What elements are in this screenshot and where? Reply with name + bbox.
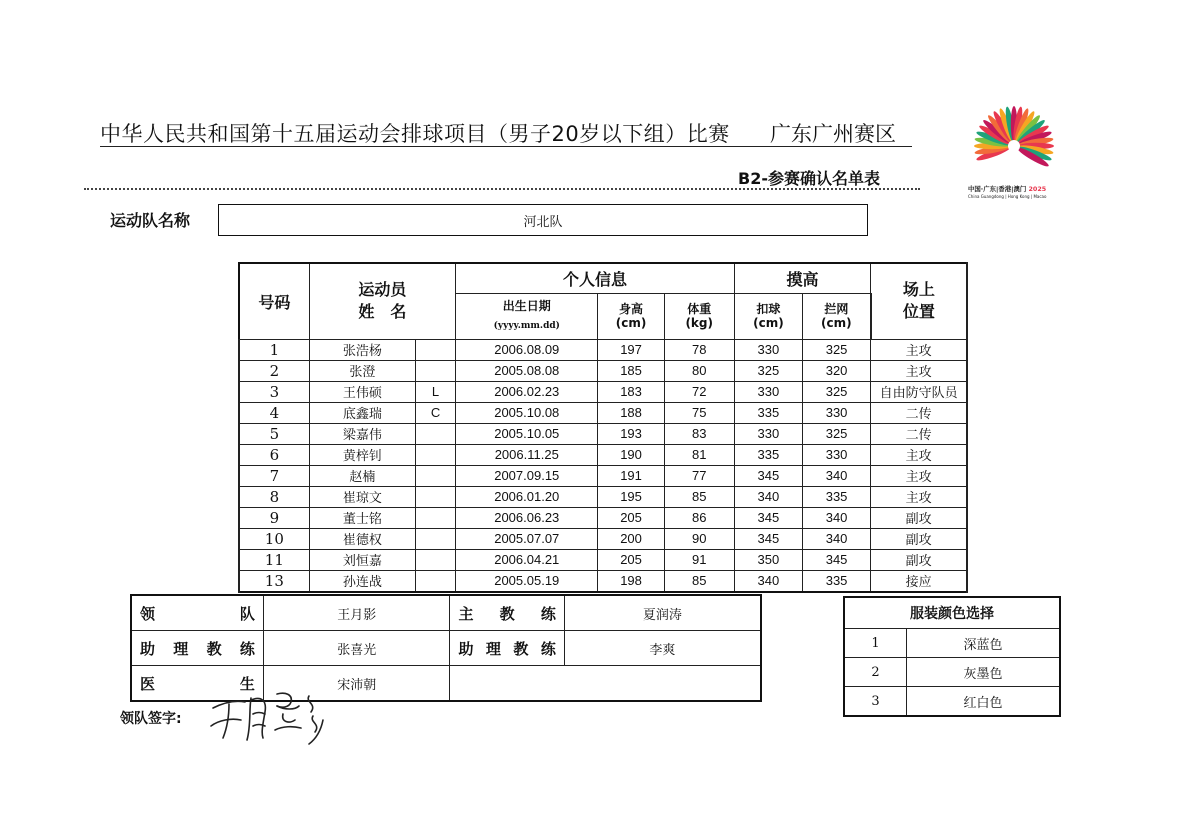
roster-row [239, 402, 967, 423]
header-personal-info: 个人信息 [456, 263, 735, 293]
header-position-line2: 位置 [902, 302, 935, 322]
roster-position: 自由防守队员 [871, 381, 967, 402]
roster-row [239, 486, 967, 507]
roster-birth-date: 2006.02.23 [456, 381, 598, 402]
roster-birth-date: 2006.01.20 [456, 486, 598, 507]
uniform-option-color: 灰墨色 [907, 658, 1060, 687]
uniform-color-row [844, 629, 1060, 658]
team-name-field: 河北队 [218, 204, 868, 236]
roster-name: 崔琼文 [309, 486, 415, 507]
header-block [802, 293, 870, 339]
roster-number: 7 [239, 465, 309, 486]
roster-weight: 78 [664, 339, 734, 360]
roster-spike-reach: 330 [734, 339, 802, 360]
roster-role-mark [415, 465, 455, 486]
roster-table [238, 262, 968, 593]
assistant-coach-name: 张喜光 [263, 631, 450, 666]
roster-height: 200 [598, 528, 664, 549]
roster-role-mark [415, 528, 455, 549]
roster-height: 195 [598, 486, 664, 507]
roster-spike-reach: 345 [734, 507, 802, 528]
document-title: 中华人民共和国第十五届运动会排球项目（男子20岁以下组）比赛 [100, 122, 730, 146]
roster-name: 黄梓钊 [309, 444, 415, 465]
roster-weight: 75 [664, 402, 734, 423]
roster-position: 副攻 [871, 549, 967, 570]
header-number: 号码 [239, 263, 309, 339]
roster-height: 188 [598, 402, 664, 423]
roster-birth-date: 2005.10.05 [456, 423, 598, 444]
roster-block-reach: 340 [802, 507, 870, 528]
roster-birth-date: 2005.07.07 [456, 528, 598, 549]
roster-block-reach: 320 [802, 360, 870, 381]
roster-number: 13 [239, 570, 309, 592]
roster-number: 3 [239, 381, 309, 402]
assistant-coach-2-name: 李爽 [564, 631, 761, 666]
roster-birth-date: 2006.06.23 [456, 507, 598, 528]
roster-row [239, 360, 967, 381]
roster-birth-date: 2006.11.25 [456, 444, 598, 465]
uniform-option-color: 红白色 [907, 687, 1060, 717]
doctor-label: 医 生 [131, 666, 263, 702]
uniform-color-row [844, 658, 1060, 687]
roster-name: 底鑫瑞 [309, 402, 415, 423]
roster-height: 198 [598, 570, 664, 592]
leader-name: 王月影 [263, 595, 450, 631]
form-code: B2-参赛确认名单表 [738, 169, 880, 188]
roster-spike-reach: 330 [734, 381, 802, 402]
roster-spike-reach: 345 [734, 528, 802, 549]
roster-row [239, 423, 967, 444]
region-title: 广东广州赛区 [770, 122, 896, 146]
roster-block-reach: 335 [802, 570, 870, 592]
header-spike [734, 293, 802, 339]
roster-number: 5 [239, 423, 309, 444]
header-weight-label: 体重 [687, 302, 712, 316]
roster-position: 主攻 [871, 486, 967, 507]
roster-weight: 77 [664, 465, 734, 486]
roster-height: 193 [598, 423, 664, 444]
header-weight-unit: (kg) [685, 316, 713, 330]
roster-name: 张澄 [309, 360, 415, 381]
roster-spike-reach: 335 [734, 444, 802, 465]
title-underline [100, 146, 912, 147]
roster-block-reach: 330 [802, 402, 870, 423]
roster-birth-date: 2006.04.21 [456, 549, 598, 570]
header-spike-label: 扣球 [756, 302, 781, 316]
header-height [598, 293, 664, 339]
roster-number: 8 [239, 486, 309, 507]
uniform-color-row [844, 687, 1060, 717]
header-athlete-name [309, 263, 455, 339]
roster-name: 孙连战 [309, 570, 415, 592]
svg-text:中国·广东|香港|澳门 2025: 中国·广东|香港|澳门 2025 [968, 185, 1047, 193]
header-height-unit: (cm) [615, 316, 647, 330]
roster-number: 9 [239, 507, 309, 528]
header-block-unit: (cm) [821, 316, 852, 330]
roster-spike-reach: 345 [734, 465, 802, 486]
roster-number: 2 [239, 360, 309, 381]
roster-name: 董士铭 [309, 507, 415, 528]
header-weight [664, 293, 734, 339]
roster-name: 刘恒嘉 [309, 549, 415, 570]
roster-height: 191 [598, 465, 664, 486]
roster-number: 6 [239, 444, 309, 465]
roster-position: 主攻 [871, 465, 967, 486]
roster-row [239, 528, 967, 549]
header-name: 姓 名 [358, 302, 407, 322]
roster-spike-reach: 330 [734, 423, 802, 444]
roster-position: 副攻 [871, 528, 967, 549]
roster-block-reach: 340 [802, 528, 870, 549]
roster-role-mark: C [415, 402, 455, 423]
team-name-label: 运动队名称 [110, 211, 191, 230]
roster-row [239, 444, 967, 465]
roster-block-reach: 325 [802, 381, 870, 402]
uniform-option-number: 1 [844, 629, 907, 658]
roster-weight: 90 [664, 528, 734, 549]
roster-role-mark [415, 444, 455, 465]
roster-row [239, 381, 967, 402]
head-coach-name: 夏润涛 [564, 595, 761, 631]
uniform-option-number: 2 [844, 658, 907, 687]
roster-position: 主攻 [871, 339, 967, 360]
roster-position: 接应 [871, 570, 967, 592]
leader-signature [205, 686, 335, 746]
roster-number: 10 [239, 528, 309, 549]
roster-height: 183 [598, 381, 664, 402]
roster-height: 197 [598, 339, 664, 360]
uniform-color-body [844, 629, 1060, 717]
leader-signature-label: 领队签字: [120, 711, 182, 727]
roster-block-reach: 340 [802, 465, 870, 486]
header-reach: 摸高 [734, 263, 870, 293]
roster-position: 二传 [871, 423, 967, 444]
roster-position: 副攻 [871, 507, 967, 528]
uniform-option-color: 深蓝色 [907, 629, 1060, 658]
roster-number: 1 [239, 339, 309, 360]
roster-role-mark: L [415, 381, 455, 402]
uniform-color-title: 服装颜色选择 [844, 597, 1060, 629]
roster-row [239, 339, 967, 360]
roster-position: 主攻 [871, 360, 967, 381]
roster-birth-date: 2006.08.09 [456, 339, 598, 360]
roster-birth-date: 2007.09.15 [456, 465, 598, 486]
header-spike-unit: (cm) [753, 316, 784, 330]
header-birth-label: 出生日期 [502, 299, 551, 313]
roster-position: 二传 [871, 402, 967, 423]
svg-text:China Guangdong | Hong Kong |: China Guangdong | Hong Kong | Macao [968, 194, 1047, 199]
leader-label: 领 队 [131, 595, 263, 631]
header-athlete: 运动员 [358, 280, 407, 300]
roster-name: 王伟硕 [309, 381, 415, 402]
roster-role-mark [415, 549, 455, 570]
roster-weight: 72 [664, 381, 734, 402]
roster-number: 4 [239, 402, 309, 423]
roster-block-reach: 335 [802, 486, 870, 507]
roster-spike-reach: 340 [734, 486, 802, 507]
roster-block-reach: 330 [802, 444, 870, 465]
roster-height: 185 [598, 360, 664, 381]
roster-weight: 91 [664, 549, 734, 570]
roster-row [239, 549, 967, 570]
header-block-label: 拦网 [824, 302, 849, 316]
roster-role-mark [415, 339, 455, 360]
roster-weight: 86 [664, 507, 734, 528]
assistant-coach-2-label: 助理教练 [450, 631, 564, 666]
header-position-line1: 场上 [902, 280, 935, 300]
header-height-label: 身高 [619, 302, 644, 316]
roster-weight: 80 [664, 360, 734, 381]
roster-height: 205 [598, 549, 664, 570]
header-birth-date [456, 293, 598, 339]
staff-empty-cell [450, 666, 761, 702]
roster-spike-reach: 325 [734, 360, 802, 381]
roster-name: 崔德权 [309, 528, 415, 549]
roster-spike-reach: 340 [734, 570, 802, 592]
games-logo [966, 104, 1062, 200]
header-position [871, 263, 967, 339]
roster-row [239, 465, 967, 486]
roster-birth-date: 2005.05.19 [456, 570, 598, 592]
roster-weight: 83 [664, 423, 734, 444]
roster-role-mark [415, 486, 455, 507]
roster-body [239, 339, 967, 592]
roster-block-reach: 325 [802, 423, 870, 444]
roster-weight: 81 [664, 444, 734, 465]
head-coach-label: 主 教 练 [450, 595, 564, 631]
roster-role-mark [415, 360, 455, 381]
roster-row [239, 507, 967, 528]
roster-birth-date: 2005.10.08 [456, 402, 598, 423]
uniform-option-number: 3 [844, 687, 907, 717]
roster-name: 梁嘉伟 [309, 423, 415, 444]
roster-spike-reach: 350 [734, 549, 802, 570]
roster-weight: 85 [664, 570, 734, 592]
roster-role-mark [415, 570, 455, 592]
roster-position: 主攻 [871, 444, 967, 465]
roster-name: 赵楠 [309, 465, 415, 486]
doctor-name: 宋沛朝 [263, 666, 450, 702]
roster-number: 11 [239, 549, 309, 570]
roster-name: 张浩杨 [309, 339, 415, 360]
roster-role-mark [415, 423, 455, 444]
header-birth-format: (yyyy.mm.dd) [493, 321, 560, 331]
uniform-color-table [843, 596, 1061, 717]
roster-weight: 85 [664, 486, 734, 507]
dotted-divider [84, 188, 920, 190]
roster-row [239, 570, 967, 592]
roster-birth-date: 2005.08.08 [456, 360, 598, 381]
roster-height: 190 [598, 444, 664, 465]
roster-block-reach: 325 [802, 339, 870, 360]
assistant-coach-label: 助理教练 [131, 631, 263, 666]
roster-height: 205 [598, 507, 664, 528]
roster-block-reach: 345 [802, 549, 870, 570]
roster-role-mark [415, 507, 455, 528]
roster-spike-reach: 335 [734, 402, 802, 423]
